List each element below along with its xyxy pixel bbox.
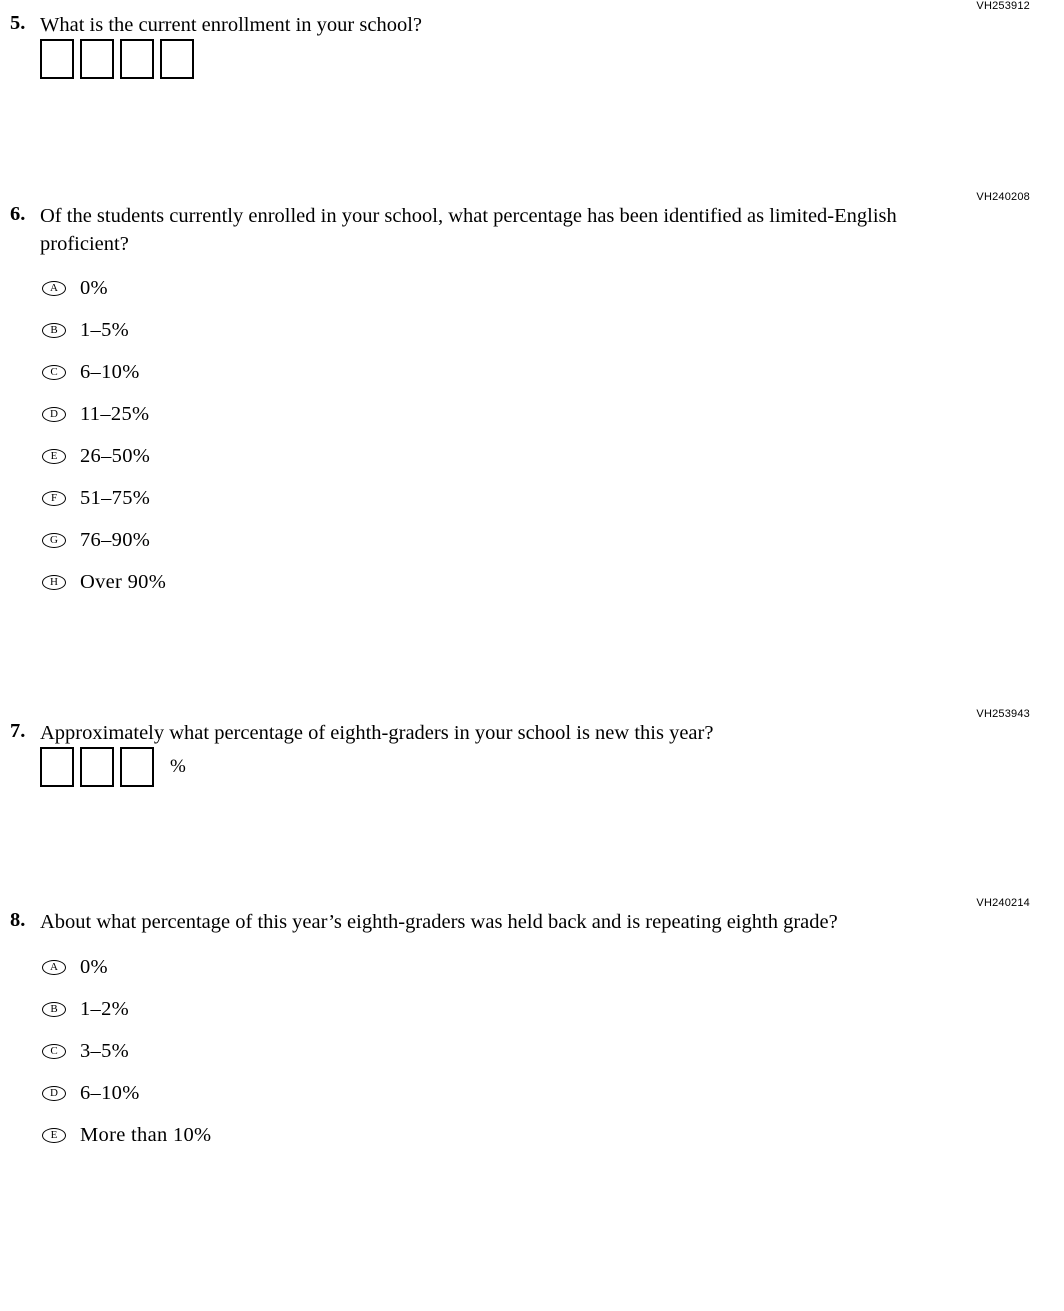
answer-box[interactable]	[80, 39, 114, 79]
option-bubble-e[interactable]: E	[42, 1128, 66, 1143]
option-bubble-h[interactable]: H	[42, 575, 66, 590]
question-5-answer-boxes[interactable]	[40, 39, 1034, 79]
option-label: 51–75%	[80, 487, 151, 510]
option-label: 26–50%	[80, 445, 151, 468]
option-bubble-e[interactable]: E	[42, 449, 66, 464]
option-row[interactable]	[42, 310, 1034, 352]
question-5	[8, 0, 1034, 79]
question-5-number: 5.	[10, 12, 26, 34]
option-label: 76–90%	[80, 529, 151, 552]
option-bubble-b[interactable]: B	[42, 323, 66, 338]
option-row[interactable]	[42, 1030, 1034, 1072]
question-8-options	[42, 946, 1034, 1156]
option-row[interactable]	[42, 1072, 1034, 1114]
question-8-number: 8.	[10, 909, 26, 931]
option-bubble-b[interactable]: B	[42, 1002, 66, 1017]
option-label: 1–2%	[80, 997, 130, 1020]
answer-box[interactable]	[120, 747, 154, 787]
option-label: Over 90%	[80, 571, 167, 594]
option-row[interactable]	[42, 988, 1034, 1030]
option-bubble-d[interactable]: D	[42, 1086, 66, 1101]
option-row[interactable]	[42, 352, 1034, 394]
option-label: 1–5%	[80, 319, 130, 342]
option-label: 0%	[80, 277, 108, 300]
section-gap	[8, 79, 1034, 191]
question-id-7: VH253943	[976, 707, 1030, 720]
option-label: 11–25%	[80, 403, 150, 426]
option-bubble-a[interactable]: A	[42, 281, 66, 296]
option-bubble-a[interactable]: A	[42, 960, 66, 975]
option-bubble-c[interactable]: C	[42, 365, 66, 380]
question-5-heading	[8, 12, 1034, 39]
option-label: 3–5%	[80, 1039, 130, 1062]
question-6-number: 6.	[10, 203, 26, 226]
question-7-number: 7.	[10, 719, 26, 742]
answer-box[interactable]	[80, 747, 114, 787]
section-gap	[8, 604, 1034, 708]
question-id-8: VH240214	[976, 897, 1030, 909]
question-8-heading	[8, 909, 1034, 936]
question-id-6: VH240208	[976, 191, 1030, 204]
question-7-answer-boxes[interactable]	[40, 747, 1034, 787]
option-bubble-f[interactable]: F	[42, 491, 66, 506]
option-bubble-g[interactable]: G	[42, 533, 66, 548]
question-8-text: About what percentage of this year’s eighth-graders was held back and is repeating eighth grade?	[40, 911, 838, 933]
question-5-text: What is the current enrollment in your school?	[40, 14, 422, 36]
option-label: 6–10%	[80, 361, 140, 384]
option-bubble-d[interactable]: D	[42, 407, 66, 422]
answer-box[interactable]	[40, 39, 74, 79]
option-row[interactable]	[42, 436, 1034, 478]
option-row[interactable]	[42, 478, 1034, 520]
question-6-text: Of the students currently enrolled in your school, what percentage has been identified as limited-English proficient?	[40, 205, 897, 255]
option-row[interactable]	[42, 562, 1034, 604]
question-6-options	[42, 268, 1034, 604]
option-row[interactable]	[42, 268, 1034, 310]
option-row[interactable]	[42, 1114, 1034, 1156]
section-gap	[8, 787, 1034, 897]
option-row[interactable]	[42, 520, 1034, 562]
question-6	[8, 191, 1034, 604]
question-7	[8, 708, 1034, 787]
option-label: More than 10%	[80, 1123, 212, 1146]
question-8	[8, 897, 1034, 1156]
question-7-text: Approximately what percentage of eighth-graders in your school is new this year?	[40, 721, 714, 744]
option-bubble-c[interactable]: C	[42, 1044, 66, 1059]
question-7-heading	[8, 720, 1034, 747]
option-label: 6–10%	[80, 1081, 140, 1104]
option-row[interactable]	[42, 394, 1034, 436]
answer-box[interactable]	[120, 39, 154, 79]
option-row[interactable]	[42, 946, 1034, 988]
answer-box[interactable]	[40, 747, 74, 787]
question-6-heading	[8, 203, 1034, 258]
option-label: 0%	[80, 955, 108, 978]
percent-sign: %	[170, 756, 186, 777]
question-id-5: VH253912	[976, 0, 1030, 12]
answer-box[interactable]	[160, 39, 194, 79]
